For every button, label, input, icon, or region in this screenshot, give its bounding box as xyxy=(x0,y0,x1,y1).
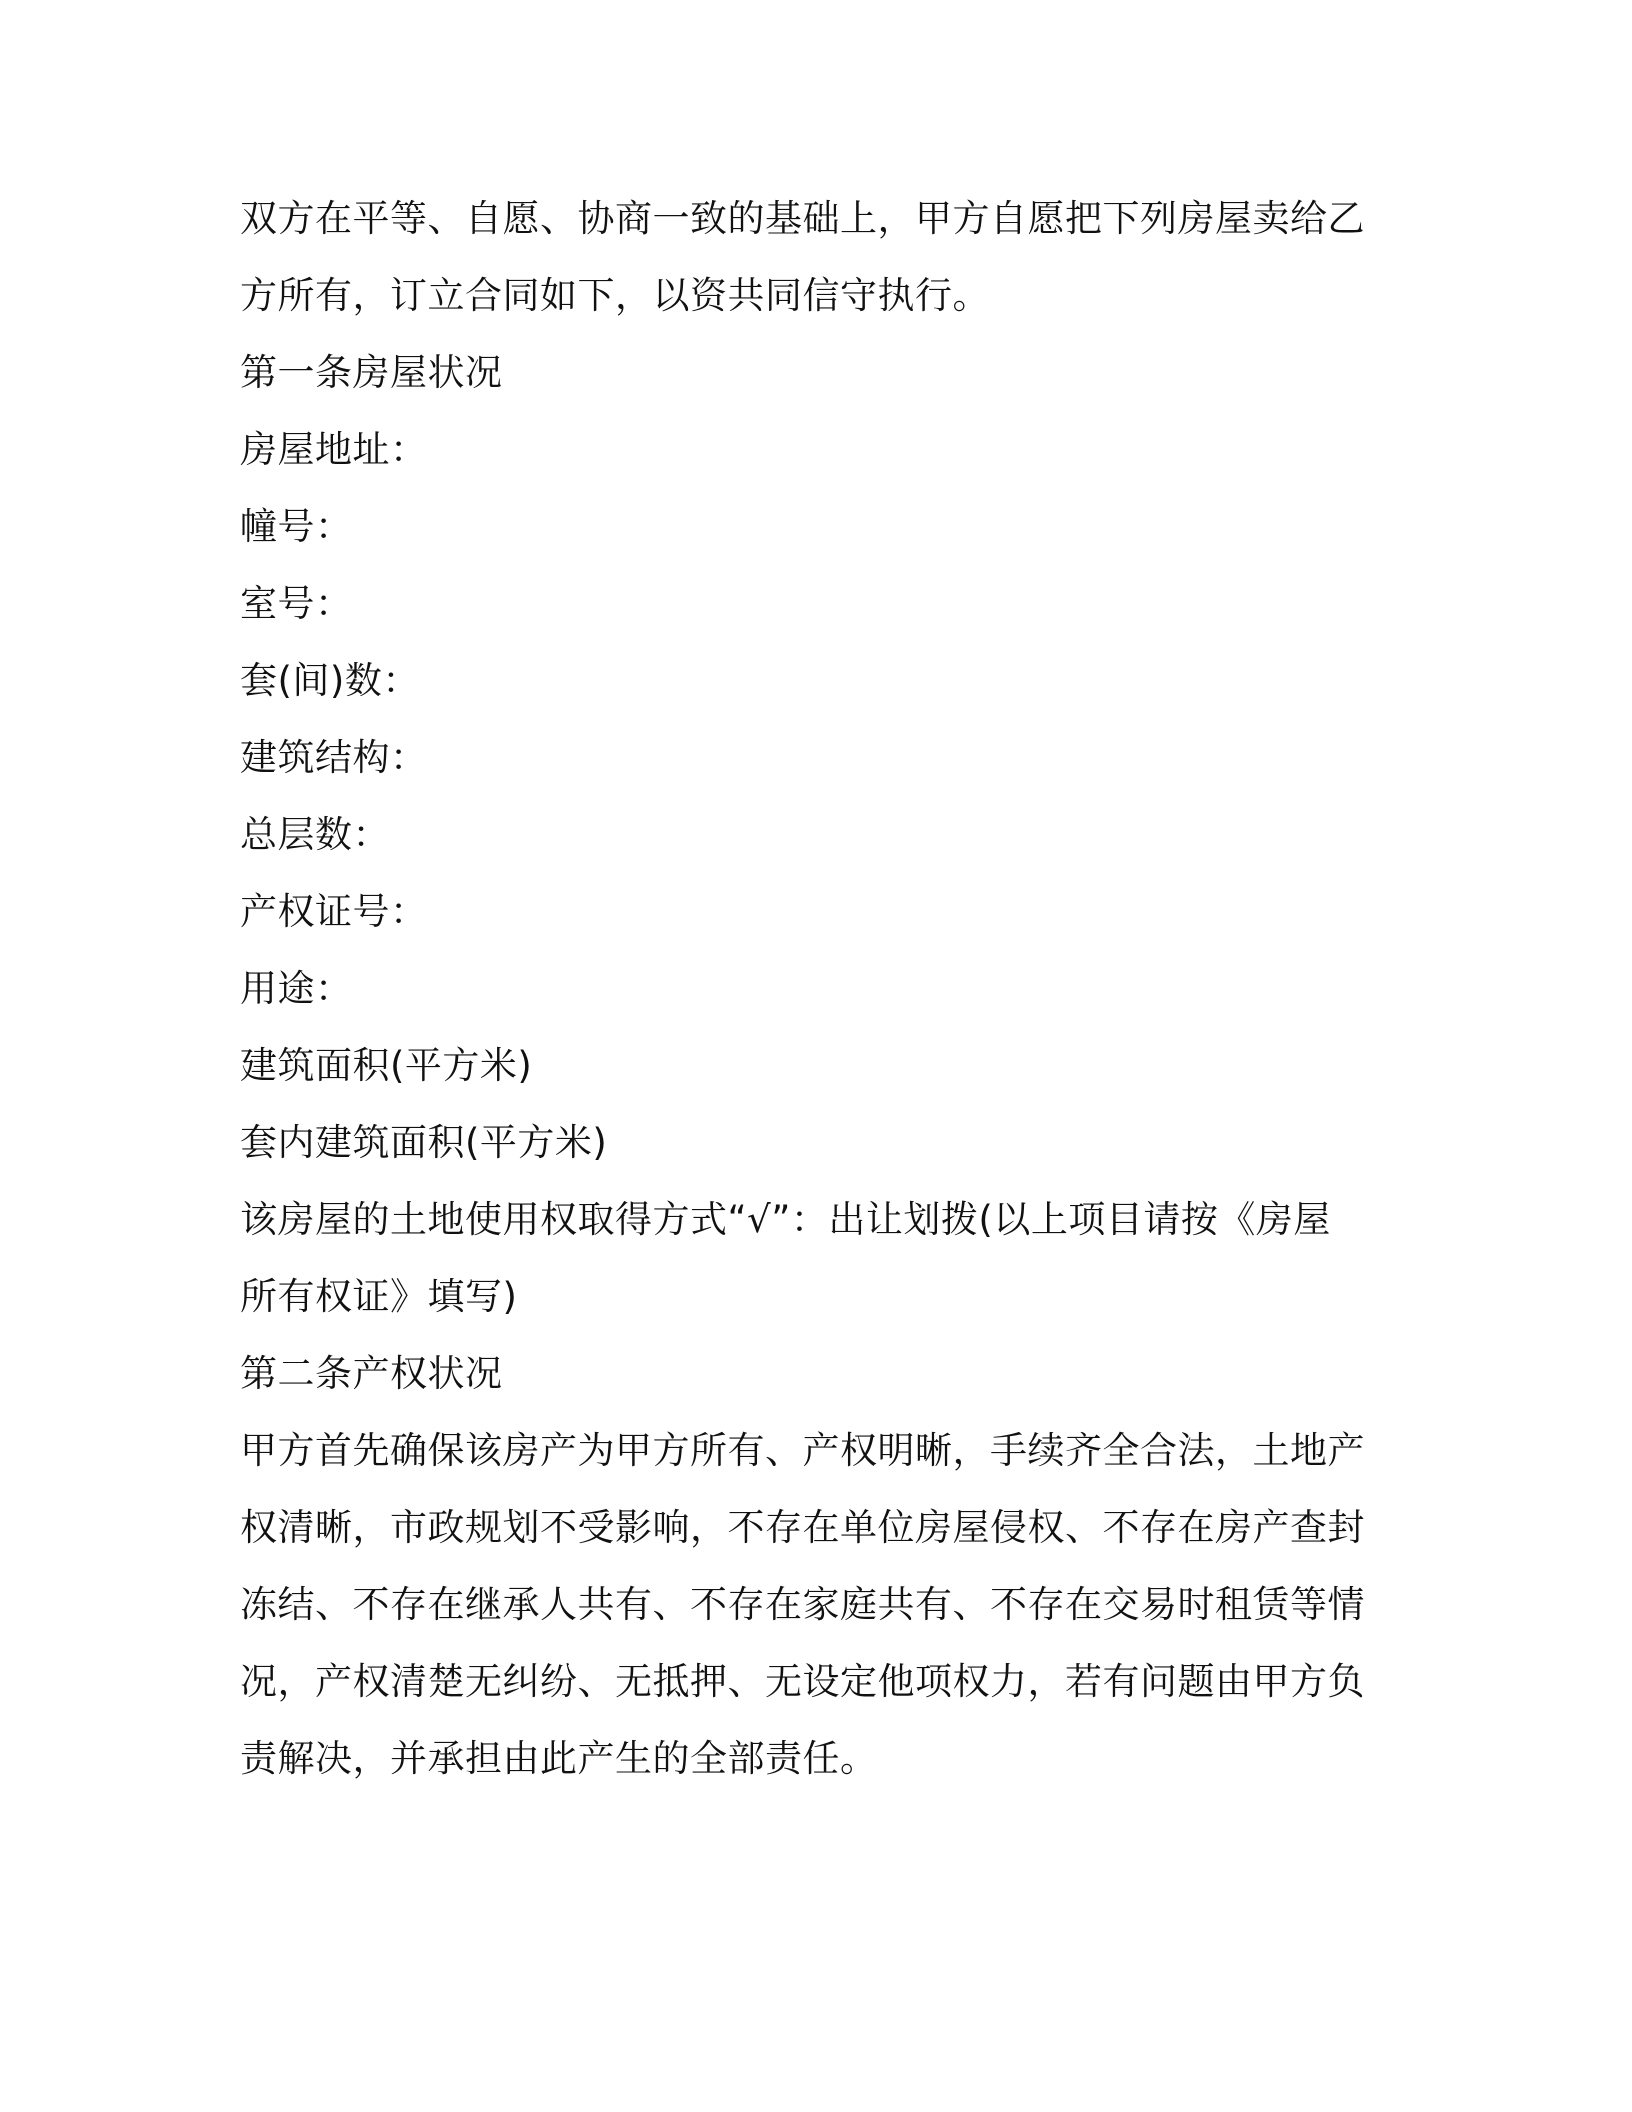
paragraph-1-line-2: 方所有，订立合同如下，以资共同信守执行。 xyxy=(240,274,990,317)
document-body xyxy=(240,180,1390,1797)
field-inner-area-label: 套内建筑面积(平方米) xyxy=(240,1121,608,1164)
section-2-heading: 第二条产权状况 xyxy=(240,1352,503,1395)
land-use-right-line-1: 该房屋的土地使用权取得方式“√”：出让划拨(以上项目请按《房屋 xyxy=(240,1198,1331,1241)
field-address-label: 房屋地址： xyxy=(240,428,428,471)
paragraph-2-line-5: 责解决，并承担由此产生的全部责任。 xyxy=(240,1737,878,1780)
field-usage-label: 用途： xyxy=(240,967,353,1010)
paragraph-2-line-3: 冻结、不存在继承人共有、不存在家庭共有、不存在交易时租赁等情 xyxy=(240,1583,1365,1626)
field-building-area-label: 建筑面积(平方米) xyxy=(240,1044,533,1087)
paragraph-2-line-4: 况，产权清楚无纠纷、无抵押、无设定他项权力，若有问题由甲方负 xyxy=(240,1660,1365,1703)
paragraph-1-line-1: 双方在平等、自愿、协商一致的基础上，甲方自愿把下列房屋卖给乙 xyxy=(240,197,1365,240)
paragraph-2-line-1: 甲方首先确保该房产为甲方所有、产权明晰，手续齐全合法，土地产 xyxy=(240,1429,1365,1472)
field-certificate-number-label: 产权证号： xyxy=(240,890,428,933)
field-structure-label: 建筑结构： xyxy=(240,736,428,779)
field-room-number-label: 室号： xyxy=(240,582,353,625)
land-use-right-line-2: 所有权证》填写) xyxy=(240,1275,518,1318)
section-1-heading: 第一条房屋状况 xyxy=(240,351,503,394)
field-total-floors-label: 总层数： xyxy=(240,813,390,856)
field-building-number-label: 幢号： xyxy=(240,505,353,548)
field-unit-count-label: 套(间)数： xyxy=(240,659,420,702)
paragraph-2-line-2: 权清晰，市政规划不受影响，不存在单位房屋侵权、不存在房产查封 xyxy=(240,1506,1365,1549)
